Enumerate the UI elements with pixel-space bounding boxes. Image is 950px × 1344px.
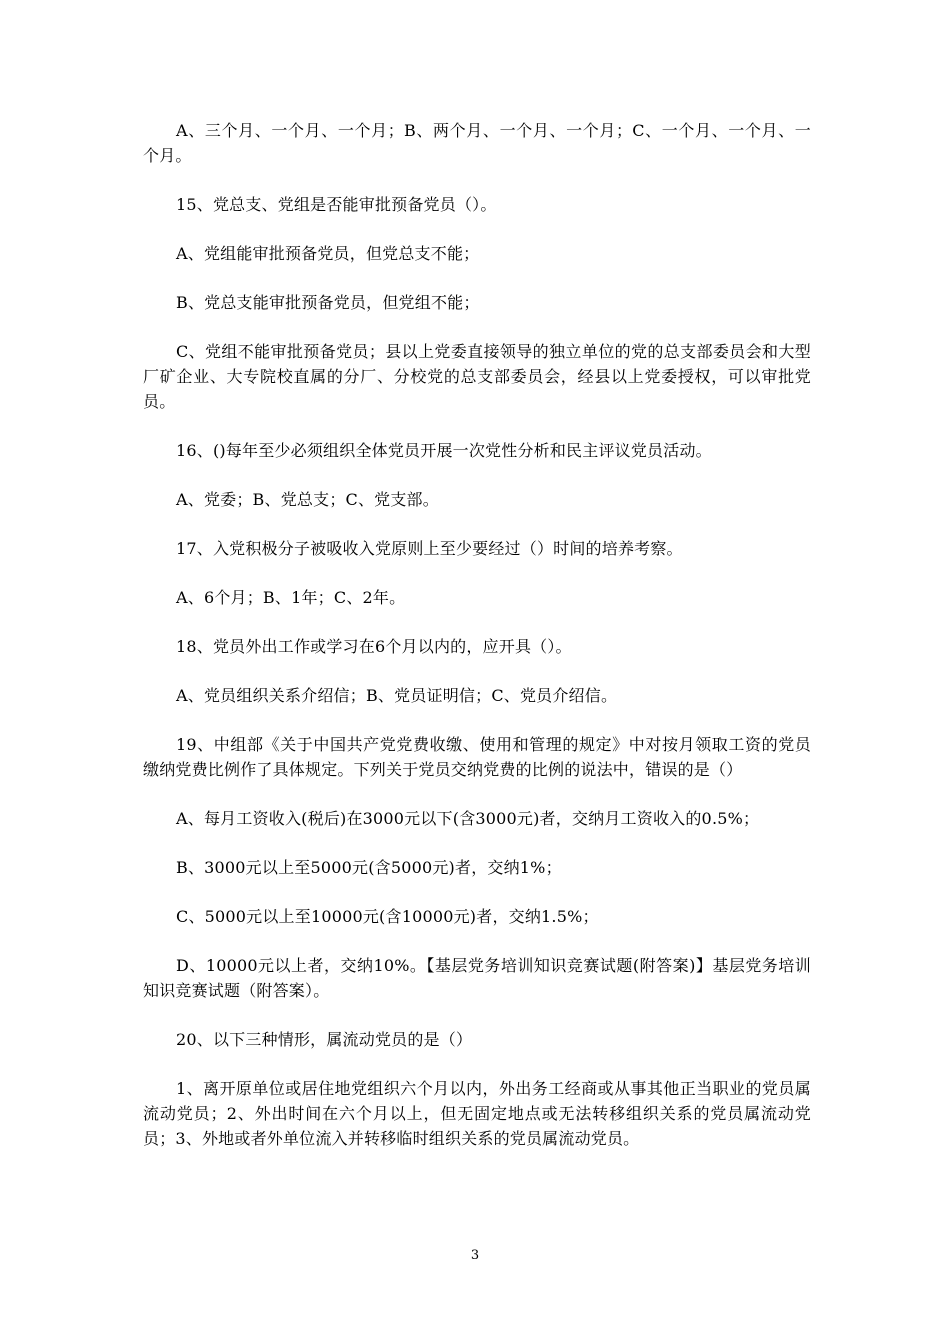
paragraph-q17: 17、入党积极分子被吸收入党原则上至少要经过（）时间的培养考察。 [176,539,683,558]
paragraph-q18: 18、党员外出工作或学习在6个月以内的，应开具（）。 [176,637,572,656]
paragraph-q15-option-b: B、党总支能审批预备党员，但党组不能； [176,293,480,312]
paragraph-q17-options: A、6个月；B、1年；C、2年。 [176,588,406,607]
paragraph-q19-option-b: B、3000元以上至5000元(含5000元)者，交纳1%； [176,858,562,877]
paragraph-q15: 15、党总支、党组是否能审批预备党员（）。 [176,195,497,214]
paragraph-q14-options: A、三个月、一个月、一个月；B、两个月、一个月、一个月；C、一个月、一个月、一个月。 [143,121,811,165]
page-number: 3 [470,1248,480,1263]
paragraph-q19-option-d: D、10000元以上者，交纳10%。【基层党务培训知识竞赛试题(附答案)】基层党务培训知识竞赛试题（附答案）。 [143,956,811,1000]
paragraph-q16: 16、()每年至少必须组织全体党员开展一次党性分析和民主评议党员活动。 [176,441,712,460]
paragraph-q15-option-a: A、党组能审批预备党员，但党总支不能； [176,244,480,263]
document-body [143,118,811,1175]
paragraph-q19: 19、中组部《关于中国共产党党费收缴、使用和管理的规定》中对按月领取工资的党员缴纳党费比例作了具体规定。下列关于党员交纳党费的比例的说法中，错误的是（） [143,735,811,779]
paragraph-q16-options: A、党委；B、党总支；C、党支部。 [176,490,439,509]
paragraph-q18-options: A、党员组织关系介绍信；B、党员证明信；C、党员介绍信。 [176,686,618,705]
paragraph-q19-option-c: C、5000元以上至10000元(含10000元)者，交纳1.5%； [176,907,599,926]
paragraph-q15-option-c: C、党组不能审批预备党员；县以上党委直接领导的独立单位的党的总支部委员会和大型厂矿企业、大专院校直属的分厂、分校党的总支部委员会，经县以上党委授权，可以审批党员。 [143,342,811,411]
paragraph-q20-options: 1、离开原单位或居住地党组织六个月以内，外出务工经商或从事其他正当职业的党员属流动党员；2、外出时间在六个月以上，但无固定地点或无法转移组织关系的党员属流动党员；3、外地或者外单位流入并转移临时组织关系的党员属流动党员。 [143,1079,811,1148]
paragraph-q19-option-a: A、每月工资收入(税后)在3000元以下(含3000元)者，交纳月工资收入的0.5%； [176,809,760,828]
paragraph-q20: 20、以下三种情形，属流动党员的是（） [176,1030,473,1049]
